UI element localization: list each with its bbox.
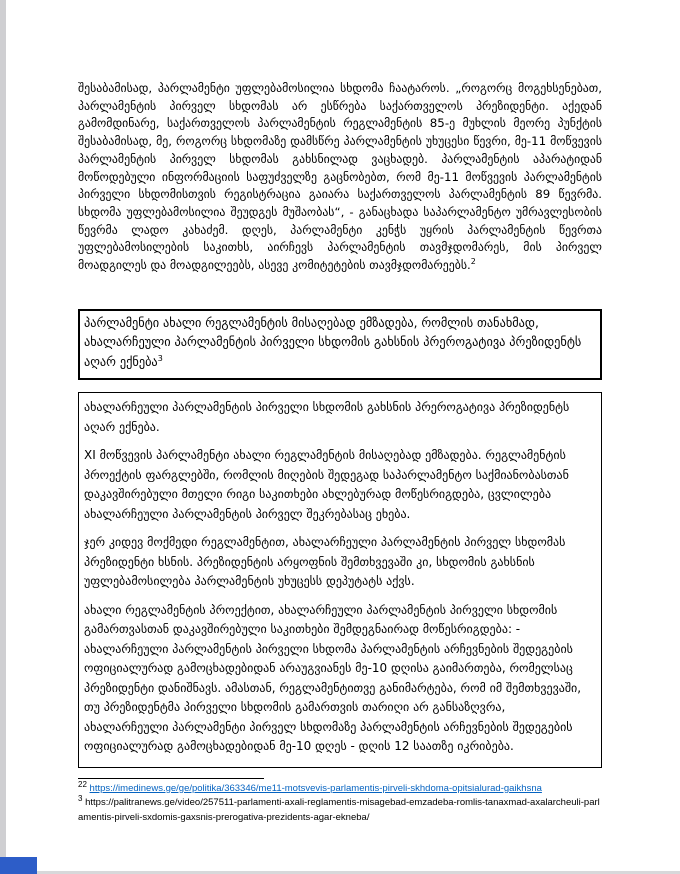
footnotes-section (78, 779, 602, 826)
footnote-ref-3: 3 (157, 353, 163, 363)
taskbar-corner-fragment (0, 857, 37, 874)
box-paragraph: ჯერ კიდევ მოქმედი რეგლამენტით, ახალარჩეული პარლამენტის პირველ სხდომას პრეზიდენტი ხსნის. პრეზიდენტის არყოფნის შემთხვევაში კი, სხდომის გახსნის უფლებამოსილება პარლამენტის უხუცესს დეპუტატს აქვს. (84, 535, 566, 589)
footnote (78, 779, 602, 797)
footnote-link[interactable]: https://imedinews.ge/ge/politika/363346/me11-motsvevis-parlamentis-pirveli-skhdoma-opitsialurad-gaikhsna (89, 782, 542, 794)
page-content (78, 0, 602, 825)
headline-text-box (78, 309, 602, 381)
footnote-url-text: https://palitranews.ge/video/257511-parlamenti-axali-reglamentis-misagebad-emzadeba-romlis-tanaxmad-axalarcheuli-parlamentis-pirveli-sxdomis-gaxsnis-prerogativa-prezidents-agar-ekneba/ (78, 797, 600, 823)
footnote (78, 796, 602, 825)
footnote-separator (78, 778, 264, 779)
footnote-marker: 22 (78, 779, 87, 789)
body-paragraph-text: შესაბამისად, პარლამენტი უფლებამოსილია სხდომა ჩაატაროს. „როგორც მოგეხსენებათ, პარლამენტის პირველ სხდომას არ ესწრება საქართველოს პრეზიდენტი. აქედან გამომდინარე, საქართველოს პარლამენტის რეგლამენტის 85-ე მუხლის მეორე პუნქტის შესაბამისად, მე, როგორც სხდომაზე დამსწრე პარლამენტის უხუცესი წევრი, მე-11 მოწვევის პარლამენტის პირველ სხდომას გახსნილად ვაცხადებ. პარლამენტის აპარატიდან მოწოდებული ინფორმაციის საფუძველზე გაცნობებთ, რომ მე-11 მოწვევის პარლამენტის პირველი სხდომისთვის რეგისტრაცია გაიარა საქართველოს პარლამენტის 89 წევრმა. სხდომა უფლებამოსილია შეუდგეს მუშაობას“, - განაცხადა საპარლამენტო უმრავლესობის წევრმა ლადო კახაძემ. დღეს, პარლამენტი კენჭს უყრის პარლამენტის წევრთა უფლებამოსილების საკითხს, აირჩევს პარლამენტის თავმჯდომარეს, მის პირველ მოადგილეს და მოადგილეებს, ასევე კომიტეტების თავმჯდომარეებს. (78, 81, 602, 273)
article-text-box (78, 392, 602, 768)
headline-text: პარლამენტი ახალი რეგლამენტის მისაღებად ემზადება, რომლის თანახმად, ახალარჩეული პარლამენტის პირველი სხდომის გახსნის პრეროგატივა პრეზიდენტს აღარ ექნება (84, 315, 582, 369)
footnote-marker: 3 (78, 794, 83, 804)
footnote-ref-2: 2 (470, 257, 476, 267)
box-paragraph: XI მოწვევის პარლამენტი ახალი რეგლამენტის მისაღებად ემზადება. რეგლამენტის პროექტის ფარგლებში, რომლის მიღების შედეგად საპარლამენტო საქმიანობასთან დაკავშირებული მთელი რიგი საკითხები ახლებურად მოწესრიგდება, ცვლილება ახალარჩეული პარლამენტის პირველ შეკრებასაც ეხება. (84, 448, 569, 521)
box-paragraph: ახალი რეგლამენტის პროექტით, ახალარჩეული პარლამენტის პირველი სხდომის გამართვასთან დაკავშირებული საკითხები შემდეგნაირად მოწესრიგდება: - ახალარჩეული პარლამენტის პირველი სხდომა პარლამენტის არჩევნების შედეგების ოფიციალურად გამოცხადებიდან არაუგვიანეს მე-10 დღისა გაიმართება, რომელსაც პრეზიდენტი დანიშნავს. ამასთან, რეგლამენტითვე განიმარტება, რომ იმ შემთხვევაში, თუ პრეზიდენტმა პირველი სხდომის გამართვის თარიღი არ განსაზღვრა, ახალარჩეული პარლამენტი პირველ სხდომაზე პარლამენტის არჩევნების შედეგების ოფიციალურად გამოცხადებიდან მე-10 დღეს - დღის 12 საათზე იკრიბება. (84, 602, 582, 754)
window-left-edge (0, 0, 6, 874)
body-paragraph (78, 80, 602, 275)
box-paragraph: ახალარჩეული პარლამენტის პირველი სხდომის გახსნის პრეროგატივა პრეზიდენტს აღარ ექნება. (84, 400, 570, 434)
